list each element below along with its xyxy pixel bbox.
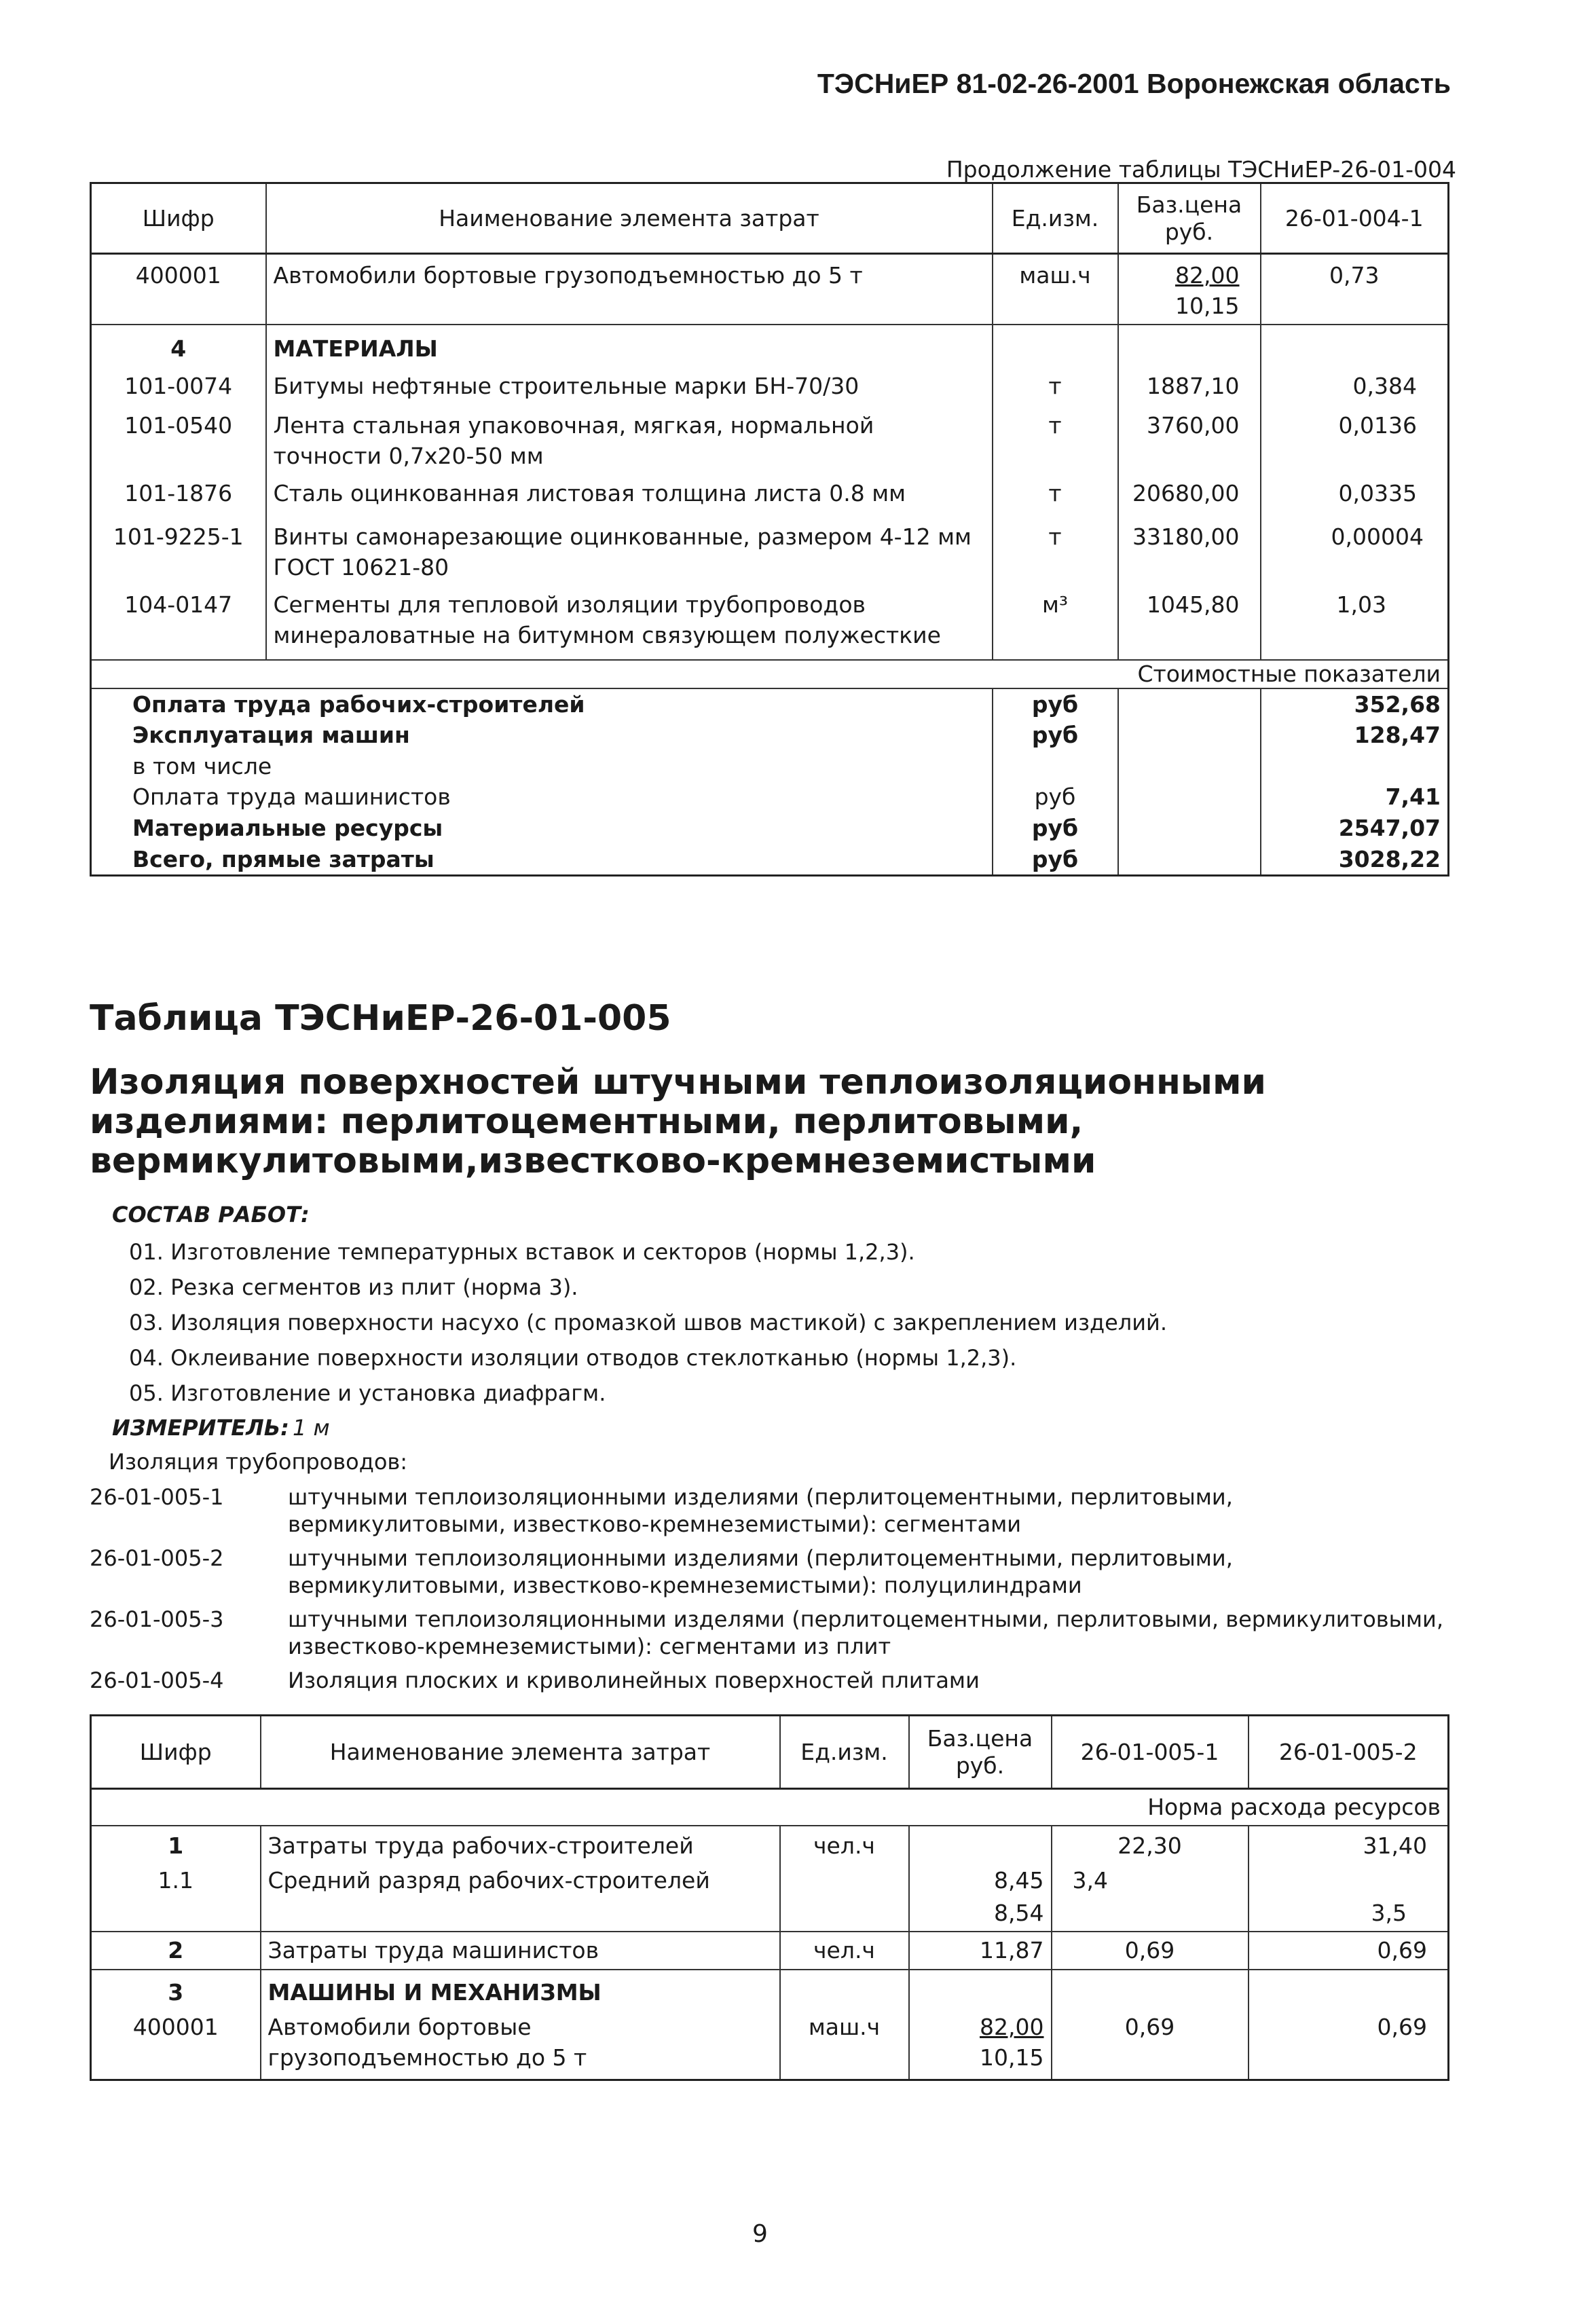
cell-price: 1887,10 bbox=[1118, 371, 1261, 410]
cost-name: Эксплуатация машин bbox=[132, 721, 410, 748]
continuation-note: Продолжение таблицы ТЭСНиЕР-26-01-004 bbox=[946, 156, 1456, 183]
cell-name: Лента стальная упаковочная, мягкая, нормальной точности 0,7х20-50 мм bbox=[266, 410, 993, 478]
works-label: СОСТАВ РАБОТ: bbox=[112, 1202, 310, 1228]
norm-text: Изоляция плоских и криволинейных поверхностей плитами bbox=[288, 1667, 980, 1693]
meter-line bbox=[112, 1415, 330, 1441]
col-header-code: Шифр bbox=[91, 1716, 261, 1789]
cell-v1: 0,69 bbox=[1052, 1932, 1249, 1970]
col-header-norm: 26-01-004-1 bbox=[1261, 183, 1449, 254]
cell-unit: т bbox=[993, 371, 1118, 410]
cell-unit: чел.ч bbox=[780, 1932, 909, 1970]
cell-unit bbox=[780, 1898, 909, 1932]
cell-price: 8,54 bbox=[909, 1898, 1052, 1932]
cell-price: 33180,00 bbox=[1118, 521, 1261, 589]
cell-price: 1045,80 bbox=[1118, 589, 1261, 660]
list-item: 02. Резка сегментов из плит (норма 3). bbox=[129, 1274, 578, 1300]
cell-name: Затраты труда машинистов bbox=[261, 1932, 780, 1970]
cell-code: 101-9225-1 bbox=[113, 523, 244, 550]
section-name: МАТЕРИАЛЫ bbox=[266, 325, 993, 371]
list-item bbox=[90, 1667, 1447, 1694]
document-header: ТЭСНиЕР 81-02-26-2001 Воронежская область bbox=[817, 68, 1451, 99]
cell-code: 101-1876 bbox=[124, 479, 233, 506]
table-row bbox=[91, 2012, 1449, 2080]
table-row bbox=[91, 478, 1449, 521]
cell-price: 20680,00 bbox=[1118, 478, 1261, 521]
norm-text: штучными теплоизоляционными изделиями (перлитоцементными, перлитовыми, вермикулитовыми, известково-кремнеземистыми): полуцилиндрами bbox=[288, 1545, 1233, 1598]
cell-unit: м³ bbox=[993, 589, 1118, 660]
cell-v2: 0,69 bbox=[1249, 2012, 1449, 2080]
table-row bbox=[91, 1932, 1449, 1970]
cell-v1 bbox=[1052, 1898, 1249, 1932]
cost-unit: руб bbox=[993, 688, 1118, 720]
cell-code: 1.1 bbox=[158, 1867, 193, 1894]
table-subtitle: Изоляция поверхностей штучными теплоизоляционными изделиями: перлитоцементными, перлитовыми, вермикулитовыми,известково-кремнеземистыми bbox=[90, 1062, 1266, 1181]
table-row bbox=[91, 410, 1449, 478]
norm-code: 26-01-005-1 bbox=[90, 1484, 224, 1510]
cell-unit: т bbox=[993, 521, 1118, 589]
cell-value: 0,00004 bbox=[1261, 521, 1449, 589]
price-bottom: 10,15 bbox=[1175, 293, 1240, 319]
cell-v2: 31,40 bbox=[1249, 1826, 1449, 1865]
meter-label: ИЗМЕРИТЕЛЬ: bbox=[112, 1415, 289, 1441]
cell-code: 1 bbox=[168, 1832, 184, 1859]
price-top: 82,00 bbox=[980, 2014, 1044, 2040]
list-item: 01. Изготовление температурных вставок и секторов (нормы 1,2,3). bbox=[129, 1239, 915, 1265]
cell-name: Винты самонарезающие оцинкованные, размером 4-12 мм ГОСТ 10621-80 bbox=[266, 521, 993, 589]
cost-name: Всего, прямые затраты bbox=[132, 845, 435, 872]
cost-value: 352,68 bbox=[1261, 688, 1449, 720]
cost-indicators-header: Стоимостные показатели bbox=[91, 660, 1449, 688]
cell-name: Сталь оцинкованная листовая толщина листа 0.8 мм bbox=[266, 478, 993, 521]
cell-v2 bbox=[1249, 1865, 1449, 1898]
list-item: 05. Изготовление и установка диафрагм. bbox=[129, 1380, 606, 1406]
table-title: Таблица ТЭСНиЕР-26-01-005 bbox=[90, 998, 671, 1039]
cell-unit: т bbox=[993, 478, 1118, 521]
cell-price: 8,45 bbox=[909, 1865, 1052, 1898]
table-row bbox=[91, 1865, 1449, 1898]
cell-name: Автомобили бортовые грузоподъемностью до 5 т bbox=[261, 2012, 780, 2080]
cell-value: 1,03 bbox=[1261, 589, 1449, 660]
price-top: 82,00 bbox=[1175, 262, 1240, 289]
cell-code: 101-0540 bbox=[124, 411, 233, 439]
list-item bbox=[90, 1606, 1447, 1660]
page-number: 9 bbox=[752, 2220, 768, 2248]
cell-unit bbox=[780, 1865, 909, 1898]
col-header-name: Наименование элемента затрат bbox=[261, 1716, 780, 1789]
cell-name: Затраты труда рабочих-строителей bbox=[261, 1826, 780, 1865]
col-header-price: Баз.цена руб. bbox=[1118, 183, 1261, 254]
table-26-01-004 bbox=[90, 182, 1449, 877]
price-bottom: 10,15 bbox=[980, 2044, 1044, 2071]
cell-v2: 0,69 bbox=[1249, 1932, 1449, 1970]
cell-price bbox=[909, 2012, 1052, 2080]
cell-name: Автомобили бортовые грузоподъемностью до 5 т bbox=[266, 254, 993, 325]
cell-unit: маш.ч bbox=[780, 2012, 909, 2080]
cost-name: Оплата труда рабочих-строителей bbox=[91, 688, 993, 720]
cell-v2: 3,5 bbox=[1249, 1898, 1449, 1932]
cell-v1: 0,69 bbox=[1052, 2012, 1249, 2080]
cell-code: 101-0074 bbox=[124, 372, 233, 399]
norm-text: штучными теплоизоляционными изделиями (перлитоцементными, перлитовыми, вермикулитовыми, известково-кремнеземистыми): сегментами bbox=[288, 1484, 1233, 1537]
cell-code: 2 bbox=[91, 1932, 261, 1970]
list-item bbox=[90, 1483, 1447, 1538]
cell-v1: 3,4 bbox=[1052, 1865, 1249, 1898]
cost-value: 3028,22 bbox=[1261, 844, 1449, 876]
table-row bbox=[91, 521, 1449, 589]
cell-unit: чел.ч bbox=[780, 1826, 909, 1865]
norm-header: Норма расхода ресурсов bbox=[91, 1789, 1449, 1826]
cell-name: Битумы нефтяные строительные марки БН-70/30 bbox=[266, 371, 993, 410]
cost-unit: руб bbox=[993, 720, 1118, 751]
cost-unit: руб bbox=[993, 781, 1118, 813]
table-row bbox=[91, 1970, 1449, 2012]
norm-code: 26-01-005-2 bbox=[90, 1545, 224, 1571]
table-row bbox=[91, 371, 1449, 410]
cost-value: 7,41 bbox=[1261, 781, 1449, 813]
cost-unit: руб bbox=[993, 813, 1118, 844]
cell-value: 0,0136 bbox=[1261, 410, 1449, 478]
cell-price: 3760,00 bbox=[1118, 410, 1261, 478]
table-row bbox=[91, 254, 1449, 325]
list-item bbox=[90, 1545, 1447, 1599]
cell-v1: 22,30 bbox=[1052, 1826, 1249, 1865]
works-list bbox=[129, 1234, 1167, 1411]
cost-name: Оплата труда машинистов bbox=[132, 783, 451, 810]
col-header-norm-1: 26-01-005-1 bbox=[1052, 1716, 1249, 1789]
list-item: 04. Оклеивание поверхности изоляции отводов стеклотканью (нормы 1,2,3). bbox=[129, 1345, 1017, 1371]
col-header-price: Баз.цена руб. bbox=[909, 1716, 1052, 1789]
cell-value: 0,0335 bbox=[1261, 478, 1449, 521]
norm-code: 26-01-005-4 bbox=[90, 1667, 224, 1693]
cost-row bbox=[91, 751, 1449, 781]
cost-row bbox=[91, 720, 1449, 751]
norm-text: штучными теплоизоляционными изделями (перлитоцементными, перлитовыми, вермикулитовыми, известково-кремнеземистыми): сегментами из плит bbox=[288, 1606, 1444, 1659]
cost-row bbox=[91, 844, 1449, 876]
table-row bbox=[91, 589, 1449, 660]
table-row bbox=[91, 325, 1449, 371]
col-header-unit: Ед.изм. bbox=[780, 1716, 909, 1789]
cost-unit: руб bbox=[993, 844, 1118, 876]
cost-row bbox=[91, 688, 1449, 720]
cell-code: 400001 bbox=[135, 262, 221, 289]
cell-name: Средний разряд рабочих-строителей bbox=[261, 1865, 780, 1898]
section-name: МАШИНЫ И МЕХАНИЗМЫ bbox=[261, 1970, 780, 2012]
section-code: 3 bbox=[91, 1970, 261, 2012]
norm-codes-list bbox=[90, 1483, 1447, 1701]
col-header-unit: Ед.изм. bbox=[993, 183, 1118, 254]
cell-price bbox=[909, 1826, 1052, 1865]
cell-value: 0,73 bbox=[1261, 254, 1449, 325]
cell-code: 104-0147 bbox=[124, 591, 233, 618]
cost-row bbox=[91, 813, 1449, 844]
table-26-01-005 bbox=[90, 1714, 1449, 2081]
col-header-norm-2: 26-01-005-2 bbox=[1249, 1716, 1449, 1789]
cell-value: 0,384 bbox=[1261, 371, 1449, 410]
cell-name: Сегменты для тепловой изоляции трубопроводов минераловатные на битумном связующем полужесткие bbox=[266, 589, 993, 660]
table-row bbox=[91, 1898, 1449, 1932]
col-header-name: Наименование элемента затрат bbox=[266, 183, 993, 254]
cell-code: 400001 bbox=[132, 2014, 219, 2040]
cost-name: в том числе bbox=[132, 752, 272, 779]
cost-value: 128,47 bbox=[1261, 720, 1449, 751]
cell-name bbox=[261, 1898, 780, 1932]
cell-price bbox=[1118, 254, 1261, 325]
col-header-code: Шифр bbox=[91, 183, 266, 254]
cost-row bbox=[91, 781, 1449, 813]
meter-value: 1 м bbox=[293, 1415, 330, 1441]
section-code: 4 bbox=[91, 325, 266, 371]
pipes-label: Изоляция трубопроводов: bbox=[109, 1449, 408, 1475]
table-row bbox=[91, 1826, 1449, 1865]
norm-code: 26-01-005-3 bbox=[90, 1606, 224, 1632]
cell-unit: т bbox=[993, 410, 1118, 478]
cell-code bbox=[91, 1898, 261, 1932]
list-item: 03. Изоляция поверхности насухо (с промазкой швов мастикой) с закреплением изделий. bbox=[129, 1310, 1167, 1335]
cost-value: 2547,07 bbox=[1261, 813, 1449, 844]
cell-price: 11,87 bbox=[909, 1932, 1052, 1970]
cell-unit: маш.ч bbox=[993, 254, 1118, 325]
cost-name: Материальные ресурсы bbox=[132, 814, 443, 841]
